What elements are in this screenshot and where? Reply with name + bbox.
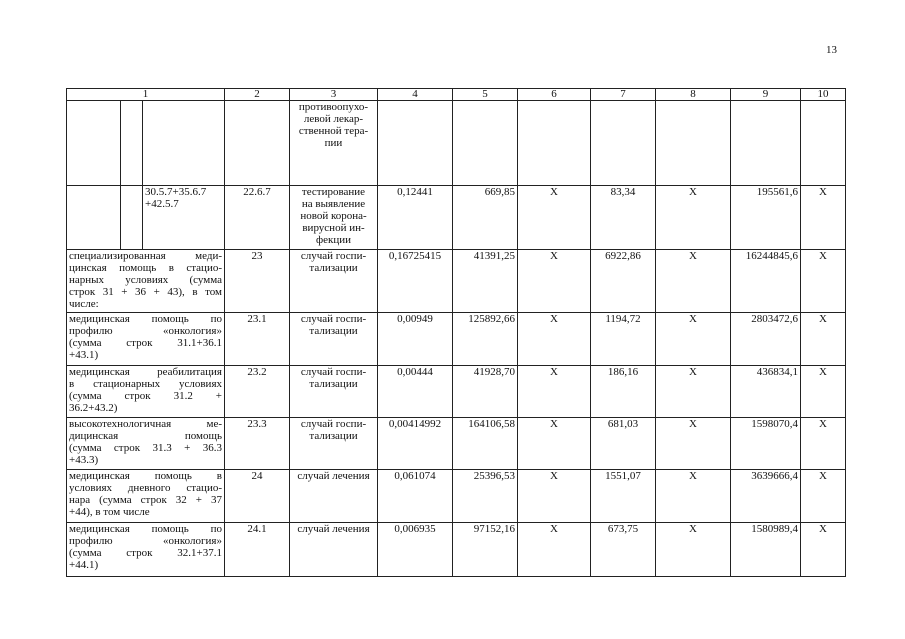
- unit-cell: [290, 523, 378, 577]
- code-cell: 23.3: [225, 418, 290, 470]
- header-cell: 3: [290, 89, 378, 101]
- value-cell: X: [518, 523, 591, 577]
- unit-line: левой лекар-: [303, 113, 364, 125]
- value-cell: 673,75: [591, 523, 656, 577]
- sum-formula-cell: [143, 186, 225, 250]
- blank-cell: [67, 101, 121, 186]
- row-name-cell: [67, 366, 225, 418]
- unit-cell: [290, 418, 378, 470]
- value-cell: 41928,70: [453, 366, 518, 418]
- value-cell: 0,00414992: [378, 418, 453, 470]
- table-row: [67, 250, 846, 313]
- blank-cell: [656, 101, 731, 186]
- table-row: [67, 313, 846, 366]
- value-cell: X: [656, 418, 731, 470]
- table-row: [67, 470, 846, 523]
- header-cell: 7: [591, 89, 656, 101]
- value-cell: 669,85: [453, 186, 518, 250]
- blank-cell: [225, 101, 290, 186]
- value-cell: 6922,86: [591, 250, 656, 313]
- row-name-line: медицинская помощь в: [69, 470, 222, 482]
- row-name-cell: [67, 418, 225, 470]
- value-cell: 681,03: [591, 418, 656, 470]
- row-name-line: медицинская помощь по: [69, 313, 222, 325]
- unit-line: случай лечения: [297, 523, 370, 535]
- row-name-line: (сумма строк 31.1+36.1: [69, 337, 222, 349]
- code-cell: 22.6.7: [225, 186, 290, 250]
- value-cell: X: [518, 366, 591, 418]
- row-name-line: (сумма строк 31.3 + 36.3: [69, 442, 222, 454]
- unit-line: новой корона-: [300, 210, 367, 222]
- value-cell: 1194,72: [591, 313, 656, 366]
- value-cell: X: [656, 250, 731, 313]
- unit-line: противоопухо-: [298, 101, 369, 113]
- row-name-line: медицинская реабилитация: [69, 366, 222, 378]
- blank-cell: [67, 186, 121, 250]
- header-cell: 1: [67, 89, 225, 101]
- table-row: [67, 523, 846, 577]
- header-cell: 2: [225, 89, 290, 101]
- value-cell: 1580989,4: [731, 523, 801, 577]
- unit-line: случай госпи-: [300, 313, 367, 325]
- value-cell: X: [518, 186, 591, 250]
- value-cell: X: [801, 186, 846, 250]
- table-row: [67, 418, 846, 470]
- value-cell: X: [518, 418, 591, 470]
- row-name-cell: [67, 523, 225, 577]
- unit-line: пии: [324, 137, 343, 149]
- row-name-line: профилю «онкология»: [69, 325, 222, 337]
- table-row-continuation: [67, 101, 846, 186]
- value-cell: 2803472,6: [731, 313, 801, 366]
- value-cell: 3639666,4: [731, 470, 801, 523]
- value-cell: 1598070,4: [731, 418, 801, 470]
- value-cell: 0,00444: [378, 366, 453, 418]
- row-name-cell: [67, 250, 225, 313]
- row-name-line: +43.1): [69, 349, 99, 361]
- row-name-line: +44), в том числе: [69, 506, 150, 518]
- value-cell: X: [801, 366, 846, 418]
- value-cell: 0,12441: [378, 186, 453, 250]
- row-name-line: (сумма строк 32.1+37.1: [69, 547, 222, 559]
- unit-cell: [290, 313, 378, 366]
- header-cell: 6: [518, 89, 591, 101]
- blank-cell: [591, 101, 656, 186]
- blank-cell: [121, 186, 143, 250]
- header-cell: 8: [656, 89, 731, 101]
- unit-line: фекции: [315, 234, 351, 246]
- unit-line: на выявление: [301, 198, 366, 210]
- code-cell: 23.2: [225, 366, 290, 418]
- unit-line: вирусной ин-: [302, 222, 365, 234]
- value-cell: 41391,25: [453, 250, 518, 313]
- row-name-line: числе:: [69, 298, 99, 310]
- tariff-table: [66, 88, 846, 577]
- row-name-line: 36.2+43.2): [69, 402, 118, 414]
- header-cell: 10: [801, 89, 846, 101]
- unit-cell: [290, 470, 378, 523]
- code-cell: 23.1: [225, 313, 290, 366]
- unit-line: тализации: [309, 430, 358, 442]
- blank-cell: [518, 101, 591, 186]
- value-cell: X: [656, 366, 731, 418]
- value-cell: 195561,6: [731, 186, 801, 250]
- header-cell: 4: [378, 89, 453, 101]
- unit-line: случай лечения: [297, 470, 370, 482]
- row-name-line: нара (сумма строк 32 + 37: [69, 494, 222, 506]
- header-cell: 5: [453, 89, 518, 101]
- row-name-line: цинская помощь в стацио-: [69, 262, 222, 274]
- row-name-line: специализированная меди-: [69, 250, 222, 262]
- row-name-line: дицинская помощь: [69, 430, 222, 442]
- sum-line: 30.5.7+35.6.7: [145, 186, 207, 198]
- row-name-line: +43.3): [69, 454, 99, 466]
- value-cell: X: [801, 418, 846, 470]
- blank-cell: [143, 101, 225, 186]
- unit-line: ственной тера-: [298, 125, 369, 137]
- value-cell: X: [656, 470, 731, 523]
- value-cell: X: [801, 250, 846, 313]
- unit-line: случай госпи-: [300, 366, 367, 378]
- value-cell: 164106,58: [453, 418, 518, 470]
- row-name-line: условиях дневного стацио-: [69, 482, 222, 494]
- value-cell: 0,006935: [378, 523, 453, 577]
- header-cell: 9: [731, 89, 801, 101]
- value-cell: 0,00949: [378, 313, 453, 366]
- value-cell: X: [801, 470, 846, 523]
- value-cell: 0,16725415: [378, 250, 453, 313]
- row-name-line: строк 31 + 36 + 43), в том: [69, 286, 222, 298]
- page-number: 13: [826, 44, 837, 56]
- value-cell: 16244845,6: [731, 250, 801, 313]
- unit-line: тестирование: [301, 186, 366, 198]
- unit-line: случай госпи-: [300, 250, 367, 262]
- header-row: [67, 89, 846, 101]
- unit-line: тализации: [309, 378, 358, 390]
- blank-cell: [453, 101, 518, 186]
- row-name-line: +44.1): [69, 559, 99, 571]
- value-cell: X: [656, 313, 731, 366]
- row-name-cell: [67, 313, 225, 366]
- row-name-line: профилю «онкология»: [69, 535, 222, 547]
- unit-line: тализации: [309, 262, 358, 274]
- table-row: [67, 366, 846, 418]
- blank-cell: [121, 101, 143, 186]
- unit-line: тализации: [309, 325, 358, 337]
- sum-line: +42.5.7: [145, 198, 179, 210]
- blank-cell: [731, 101, 801, 186]
- code-cell: 23: [225, 250, 290, 313]
- row-name-line: (сумма строк 31.2 +: [69, 390, 222, 402]
- code-cell: 24.1: [225, 523, 290, 577]
- row-name-line: медицинская помощь по: [69, 523, 222, 535]
- value-cell: X: [801, 313, 846, 366]
- unit-cell: [290, 250, 378, 313]
- unit-cell: [290, 101, 378, 186]
- value-cell: X: [656, 186, 731, 250]
- value-cell: 97152,16: [453, 523, 518, 577]
- value-cell: 1551,07: [591, 470, 656, 523]
- unit-cell: [290, 366, 378, 418]
- value-cell: 125892,66: [453, 313, 518, 366]
- value-cell: 83,34: [591, 186, 656, 250]
- unit-line: случай госпи-: [300, 418, 367, 430]
- blank-cell: [378, 101, 453, 186]
- value-cell: X: [518, 470, 591, 523]
- row-name-line: в стационарных условиях: [69, 378, 222, 390]
- unit-cell: [290, 186, 378, 250]
- value-cell: X: [518, 313, 591, 366]
- value-cell: X: [518, 250, 591, 313]
- value-cell: X: [801, 523, 846, 577]
- value-cell: 25396,53: [453, 470, 518, 523]
- code-cell: 24: [225, 470, 290, 523]
- row-name-line: нарных условиях (сумма: [69, 274, 222, 286]
- row-name-cell: [67, 470, 225, 523]
- value-cell: X: [656, 523, 731, 577]
- value-cell: 186,16: [591, 366, 656, 418]
- table-row-testing: [67, 186, 846, 250]
- blank-cell: [801, 101, 846, 186]
- value-cell: 0,061074: [378, 470, 453, 523]
- row-name-line: высокотехнологичная ме-: [69, 418, 222, 430]
- value-cell: 436834,1: [731, 366, 801, 418]
